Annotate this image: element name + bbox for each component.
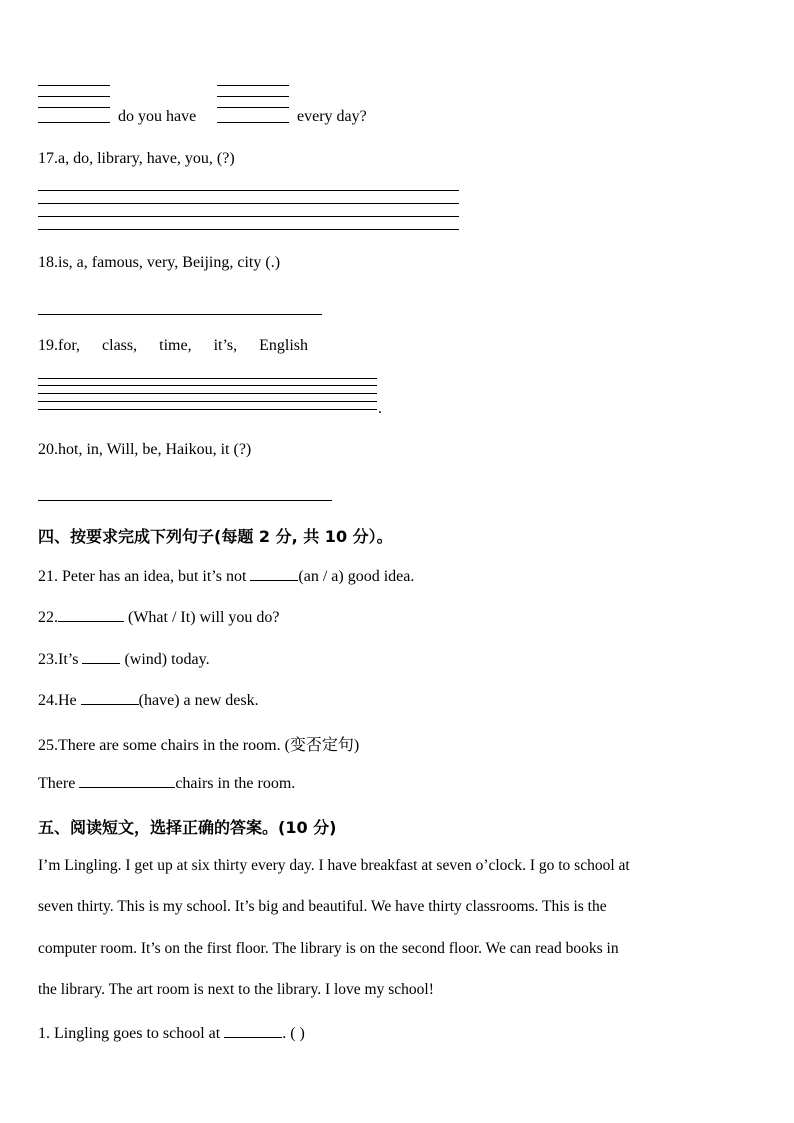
q21 xyxy=(38,566,414,586)
q16-text-end: every day? xyxy=(297,108,367,125)
q25 xyxy=(38,732,359,755)
passage-line: the library. The art room is next to the library. I love my school! xyxy=(38,981,434,998)
section4-heading: 四、按要求完成下列句子(每题 2 分, 共 10 分）。 xyxy=(38,527,393,546)
q18-answer-line xyxy=(38,314,322,315)
passage-line: I’m Lingling. I get up at six thirty every day. I have breakfast at seven o’clock. I go to school at xyxy=(38,857,630,874)
reading-q1-text-pre: 1. Lingling goes to school at xyxy=(38,1025,225,1042)
q24 xyxy=(38,690,259,710)
passage-line: computer room. It’s on the first floor. The library is on the second floor. We can read books in xyxy=(38,940,619,957)
q21-text-post: (an / a) good idea. xyxy=(298,568,415,585)
q23-text-pre: 23.It’s xyxy=(38,651,83,668)
q21-text-pre: 21. Peter has an idea, but it’s not xyxy=(38,568,251,585)
q19-number: 19. xyxy=(38,337,58,354)
q19-word: time, xyxy=(159,337,192,354)
q21-blank[interactable] xyxy=(250,566,298,581)
section5-heading: 五、阅读短文，选择正确的答案。(10 分) xyxy=(38,818,337,837)
q25-blank[interactable] xyxy=(79,773,175,788)
q22-text-post: (What / It) will you do? xyxy=(124,609,280,626)
q20-answer-line xyxy=(38,500,332,501)
q19-word: English xyxy=(259,337,309,354)
q25-text: 25.There are some chairs in the room. (变否定句) xyxy=(38,737,360,754)
q24-blank[interactable] xyxy=(81,690,139,705)
q25-answer xyxy=(38,773,295,793)
q19-word: it’s, xyxy=(213,337,238,354)
passage-line: seven thirty. This is my school. It’s big and beautiful. We have thirty classrooms. This is the xyxy=(38,898,607,915)
q24-text-post: (have) a new desk. xyxy=(138,692,259,709)
q17-prompt: 17.a, do, library, have, you, (?) xyxy=(38,150,235,167)
q25-answer-pre: There xyxy=(38,775,80,792)
q19-prompt xyxy=(38,337,308,355)
q23 xyxy=(38,649,210,669)
q24-text-pre: 24.He xyxy=(38,692,81,709)
q19-end-mark: . xyxy=(378,400,382,417)
q19-word: class, xyxy=(102,337,138,354)
q20-prompt: 20.hot, in, Will, be, Haikou, it (?) xyxy=(38,441,252,458)
q22 xyxy=(38,607,280,627)
q19-word: for, xyxy=(58,337,81,354)
reading-q1 xyxy=(38,1023,305,1043)
q23-blank[interactable] xyxy=(82,649,120,664)
q18-prompt: 18.is, a, famous, very, Beijing, city (.) xyxy=(38,254,281,271)
q23-text-post: (wind) today. xyxy=(120,651,210,668)
q16-text-mid: do you have xyxy=(118,108,197,125)
q25-answer-post: chairs in the room. xyxy=(175,775,296,792)
q22-text-pre: 22. xyxy=(38,609,58,626)
q22-blank[interactable] xyxy=(58,607,124,622)
reading-q1-blank[interactable] xyxy=(224,1023,282,1038)
reading-q1-text-post: . ( ) xyxy=(282,1025,305,1042)
